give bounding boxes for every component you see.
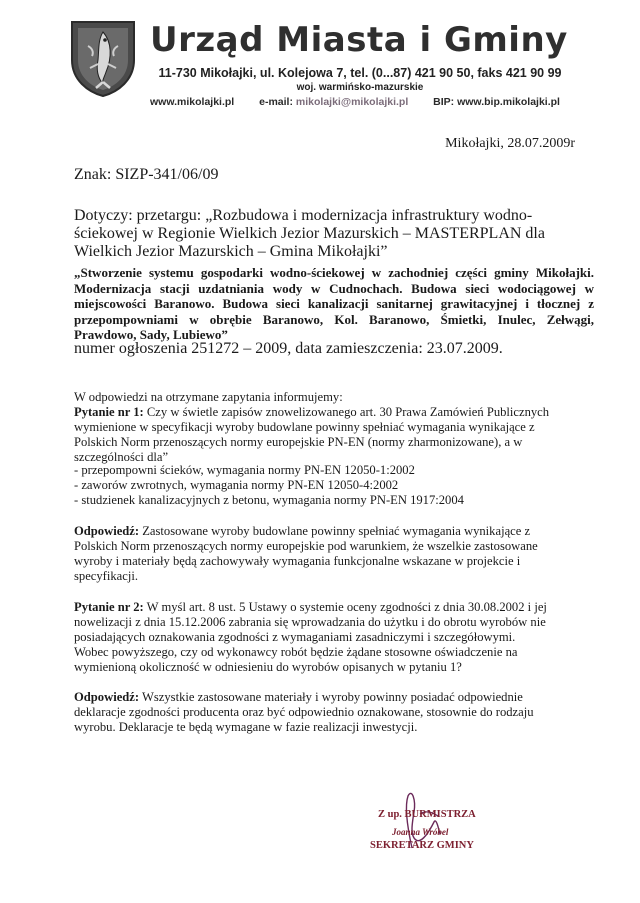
contact-line — [150, 96, 560, 108]
answer-text: Wszystkie zastosowane materiały i wyroby powinny posiadać odpowiednie — [142, 690, 523, 704]
letterhead — [0, 0, 640, 120]
answer-1 — [74, 524, 594, 584]
subject-line: Dotyczy: przetargu: „Rozbudowa i modernizacja infrastruktury wodno- — [74, 207, 533, 224]
website-link[interactable]: www.mikolajki.pl — [150, 96, 235, 108]
question-line — [74, 600, 594, 615]
question-label: Pytanie nr 2: — [74, 600, 144, 614]
office-region: woj. warmińsko-mazurskie — [296, 82, 424, 93]
answer-label: Odpowiedź: — [74, 524, 140, 538]
subject-line: Wielkich Jezior Mazurskich – Gmina Mikołajki” — [74, 243, 388, 260]
answer-line: wyroby i materiały będą zachowywały wymagania funkcjonalne wskazane w projekcie i — [74, 554, 521, 568]
answer-line: Polskich Norm przenoszących normy europejskie pod warunkiem, że wszelkie zastosowane — [74, 539, 538, 553]
list-item: - zaworów zwrotnych, wymagania normy PN-EN 12050-4:2002 — [74, 478, 399, 492]
office-address: 11-730 Mikołajki, ul. Kolejowa 7, tel. (0...87) 421 90 50, faks 421 90 99 — [158, 66, 562, 80]
question-line: wymienioną okoliczność w odniesieniu do wyrobów opisanych w pytaniu 1? — [74, 660, 462, 674]
question-label: Pytanie nr 1: — [74, 405, 144, 419]
intro-text: W odpowiedzi na otrzymane zapytania informujemy: — [74, 390, 343, 404]
stamp-name: Joanna Wróbel — [392, 827, 449, 837]
email-label: e-mail: — [259, 96, 293, 108]
office-title: Urząd Miasta i Gminy — [150, 20, 568, 60]
answer-line — [74, 524, 594, 539]
letter-date: Mikołajki, 28.07.2009r — [445, 136, 575, 151]
tender-number: numer ogłoszenia 251272 – 2009, data zamieszczenia: 23.07.2009. — [74, 340, 503, 357]
answer-2 — [74, 690, 594, 735]
question-line — [74, 405, 594, 420]
reference-number: Znak: SIZP-341/06/09 — [74, 166, 219, 183]
question-line: Wobec powyższego, czy od wykonawcy robót będzie żądane stosowne oświadczenie na — [74, 645, 518, 659]
subject-heading — [74, 207, 545, 261]
subject-line: ściekowej w Regionie Wielkich Jezior Mazurskich – MASTERPLAN dla — [74, 225, 545, 242]
coat-of-arms-fish-icon — [68, 18, 138, 98]
question-line: Polskich Norm przenoszących normy europejskie PN-EN (normy zharmonizowane), a w — [74, 435, 523, 449]
answer-line: wyrobu. Deklaracje te będą wymagane w fazie realizacji inwestycji. — [74, 720, 418, 734]
question-text: W myśl art. 8 ust. 5 Ustawy o systemie oceny zgodności z dnia 30.08.2002 i jej — [146, 600, 547, 614]
list-item: - studzienek kanalizacyjnych z betonu, wymagania normy PN-EN 1917:2004 — [74, 493, 464, 507]
bip-label: BIP: — [433, 96, 455, 108]
question-line: wymienione w specyfikacji wyroby budowlane powinny spełniać wymagania wynikające z — [74, 420, 535, 434]
question-line: posiadających oznakowania zgodności z wymaganiami zasadniczymi i szczegółowymi. — [74, 630, 516, 644]
question-line: szczególności dla” — [74, 450, 169, 464]
answer-label: Odpowiedź: — [74, 690, 140, 704]
stamp-line: SEKRETARZ GMINY — [370, 840, 474, 851]
question-line: nowelizacji z dnia 15.12.2006 zabrania się wprowadzania do użytku i do obrotu wyrobów nie — [74, 615, 546, 629]
answer-text: Zastosowane wyroby budowlane powinny spełniać wymagania wynikające z — [142, 524, 531, 538]
answer-line — [74, 690, 594, 705]
answer-line: deklaracje zgodności producenta oraz być odpowiednio oznakowane, stosownie do rodzaju — [74, 705, 534, 719]
question-1 — [74, 405, 594, 465]
stamp-line: Z up. BURMISTRZA — [378, 809, 476, 820]
tender-description: „Stworzenie systemu gospodarki wodno-ściekowej w zachodniej części gminy Mikołajki. Modernizacja stacji uzdatniania wody w Cudnochach. Budowa sieci wodociągowej w miejscowości Baranowo. Budowa sieci kanalizacji sanitarnej grawitacyjnej i tłocznej z przepompowniami w obrębie Baranowo, Kol. Baranowo, Śmietki, Inulec, Zełwągi, Prawdowo, Sady, Lubiewo” — [74, 265, 594, 342]
question-1-items — [74, 463, 594, 508]
signature-stamp — [360, 790, 500, 860]
question-2 — [74, 600, 594, 675]
bip-link[interactable]: www.bip.mikolajki.pl — [457, 96, 560, 108]
email-link[interactable]: mikolajki@mikolajki.pl — [295, 96, 409, 108]
list-item: - przepompowni ścieków, wymagania normy PN-EN 12050-1:2002 — [74, 463, 415, 477]
answer-line: specyfikacji. — [74, 569, 138, 583]
question-text: Czy w świetle zapisów znowelizowanego art. 30 Prawa Zamówień Publicznych — [146, 405, 550, 419]
